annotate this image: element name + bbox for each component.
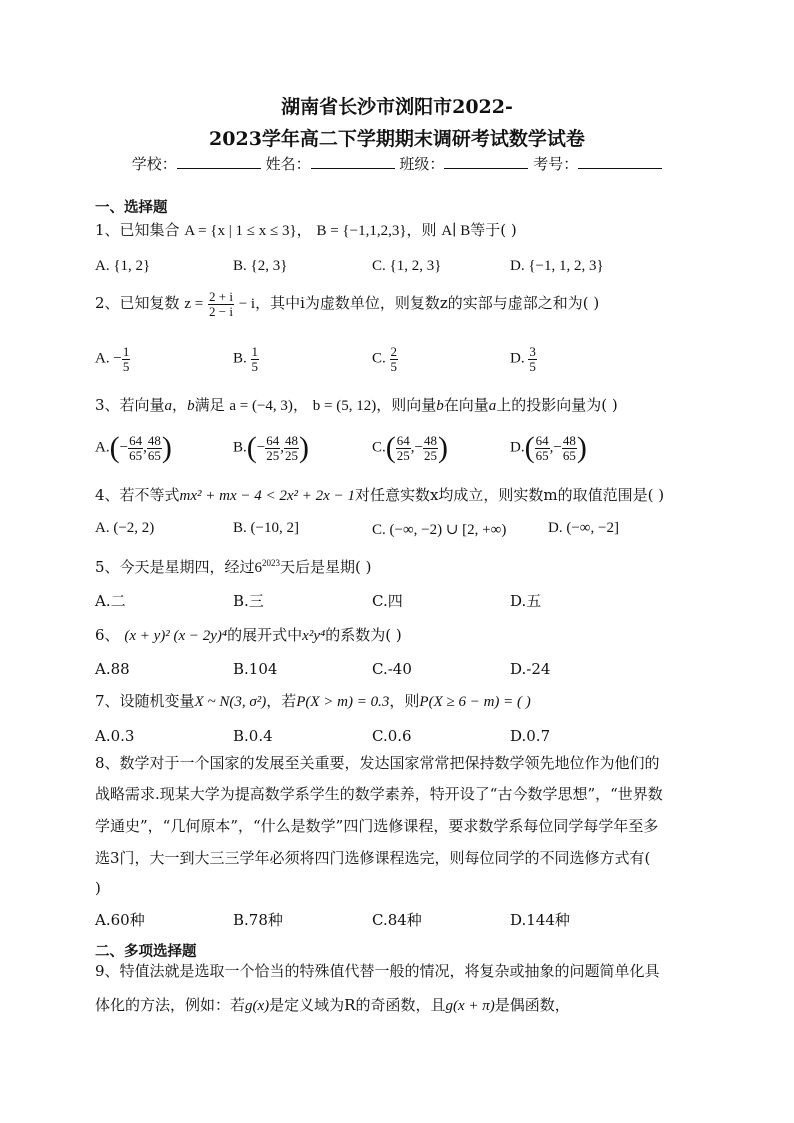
question-1 — [95, 219, 517, 240]
question-5: 5、今天是星期四，经过$6^{2023}$天后是星期( ) — [95, 558, 372, 576]
q8-option-a[interactable]: A.60种 — [95, 911, 145, 929]
q9-line-1: 9、特值法就是选取一个恰当的特殊值代替一般的情况，将复杂或抽象的问题简单化具 — [95, 962, 660, 980]
q8-option-c[interactable]: C.84种 — [372, 911, 422, 929]
q4-option-c[interactable]: C. (−∞, −2) ∪ [2, +∞) — [372, 522, 507, 538]
q2-text: 2、已知复数 — [95, 294, 180, 313]
exam-no-label: 考号： — [533, 155, 579, 173]
q7-option-d[interactable]: D.0.7 — [510, 727, 551, 745]
q3-option-a[interactable]: A.(− $\frac{64}{65}$ , $\frac{48}{65}$ ) — [95, 431, 172, 464]
q1-text: 1、已知集合 — [95, 221, 180, 239]
q8-line-2: 战略需求.现某大学为提高数学系学生的数学素养，特开设了“古今数学思想”，“世界数 — [95, 785, 663, 803]
q5-option-a[interactable]: A.二 — [95, 592, 126, 610]
q1-ask: 等于( ) — [470, 221, 517, 239]
q5-option-d[interactable]: D.五 — [510, 592, 542, 610]
q1-sep: ， — [296, 221, 312, 239]
q2-minus-i: − i — [238, 296, 256, 313]
q1-set-a: A = {x | 1 ≤ x ≤ 3} — [184, 223, 297, 239]
q8-option-d[interactable]: D.144种 — [510, 911, 570, 929]
q5-option-b[interactable]: B.三 — [233, 592, 264, 610]
q2-option-d[interactable]: D. $\frac{3}{5}$ — [510, 344, 536, 374]
q5-option-c[interactable]: C.四 — [372, 592, 403, 610]
class-blank[interactable] — [444, 154, 528, 169]
q1-option-c[interactable]: C. {1, 2, 3} — [372, 258, 442, 274]
question-4: 4、若不等式mx² + mx − 4 < 2x² + 2x − 1对任意实数x均成立，则实数m的取值范围是( ) — [95, 486, 665, 504]
q2-option-a[interactable]: A. − $\frac{1}{5}$ — [95, 344, 130, 374]
exam-no-blank[interactable] — [578, 154, 662, 169]
q8-line-5: ) — [95, 879, 101, 897]
q1-set-b: B = {−1,1,2,3} — [316, 223, 407, 239]
title-line-1: 湖南省长沙市浏阳市2022- — [281, 96, 513, 118]
q4-option-d[interactable]: D. (−∞, −2] — [548, 520, 619, 536]
class-label: 班级： — [399, 155, 445, 173]
q3-option-d[interactable]: D.( $\frac{64}{65}$ ,− $\frac{48}{65}$ ) — [510, 431, 587, 464]
section-heading-choice: 一、选择题 — [95, 199, 168, 216]
q6-option-b[interactable]: B.104 — [233, 660, 278, 678]
q6-option-d[interactable]: D.-24 — [510, 660, 551, 678]
question-7: 7、设随机变量X ~ N(3, σ²)，若P(X > m) = 0.3，则P(X ≥ 6 − m) = ( ) — [95, 692, 531, 710]
q1-option-a[interactable]: A. {1, 2} — [95, 258, 151, 274]
q4-option-b[interactable]: B. (−10, 2] — [233, 520, 299, 536]
school-label: 学校： — [131, 155, 177, 173]
q1-option-b[interactable]: B. {2, 3} — [233, 258, 288, 274]
q8-line-3: 学通史”，“几何原本”，“什么是数学”四门选修课程，要求数学系每位同学每学年至多 — [95, 817, 659, 835]
q3-option-c[interactable]: C.( $\frac{64}{25}$ ,− $\frac{48}{25}$ ) — [372, 431, 448, 464]
q9-line-2: 体化的方法，例如：若g(x)是定义域为R的奇函数，且g(x + π)是偶函数， — [95, 996, 570, 1014]
q3-option-b[interactable]: B.(− $\frac{64}{25}$ , $\frac{48}{25}$ ) — [233, 431, 309, 464]
q1-option-d[interactable]: D. {−1, 1, 2, 3} — [510, 258, 604, 274]
q6-option-a[interactable]: A.88 — [95, 660, 130, 678]
q2-option-b[interactable]: B. $\frac{1}{5}$ — [233, 344, 259, 374]
q8-line-1: 8、数学对于一个国家的发展至关重要，发达国家常常把保持数学领先地位作为他们的 — [95, 754, 660, 772]
q8-line-4: 选3门，大一到大三三学年必须将四门选修课程选完，则每位同学的不同选修方式有( — [95, 849, 651, 867]
question-3: 3、若向量a，b满足 a = (−4, 3)， b = (5, 12)，则向量b在向量a上的投影向量为( ) — [95, 396, 618, 414]
school-blank[interactable] — [177, 154, 261, 169]
q2-option-c[interactable]: C. $\frac{2}{5}$ — [372, 344, 398, 374]
section-heading-multi: 二、多项选择题 — [95, 943, 197, 960]
q7-option-a[interactable]: A.0.3 — [95, 727, 135, 745]
q1-expr: A∣ B — [441, 223, 471, 239]
name-blank[interactable] — [311, 154, 395, 169]
title-line-2: 2023学年高二下学期期末调研考试数学试卷 — [209, 128, 585, 150]
q7-option-b[interactable]: B.0.4 — [233, 727, 273, 745]
q7-option-c[interactable]: C.0.6 — [372, 727, 412, 745]
q2-z: z = — [184, 296, 204, 313]
name-label: 姓名： — [265, 155, 311, 173]
q8-option-b[interactable]: B.78种 — [233, 911, 283, 929]
question-6: 6、 (x + y)² (x − 2y)⁴的展开式中x²y⁴的系数为( ) — [95, 626, 402, 644]
q4-option-a[interactable]: A. (−2, 2) — [95, 520, 155, 536]
q2-fraction: $\frac{2 + i}{2 - i}$ — [208, 289, 233, 319]
q2-ask: ，其中i为虚数单位，则复数z的实部与虚部之和为( ) — [255, 294, 600, 313]
q6-option-c[interactable]: C.-40 — [372, 660, 412, 678]
student-info-row — [0, 153, 794, 174]
q1-tail: ，则 — [406, 221, 437, 239]
question-2 — [95, 290, 599, 318]
